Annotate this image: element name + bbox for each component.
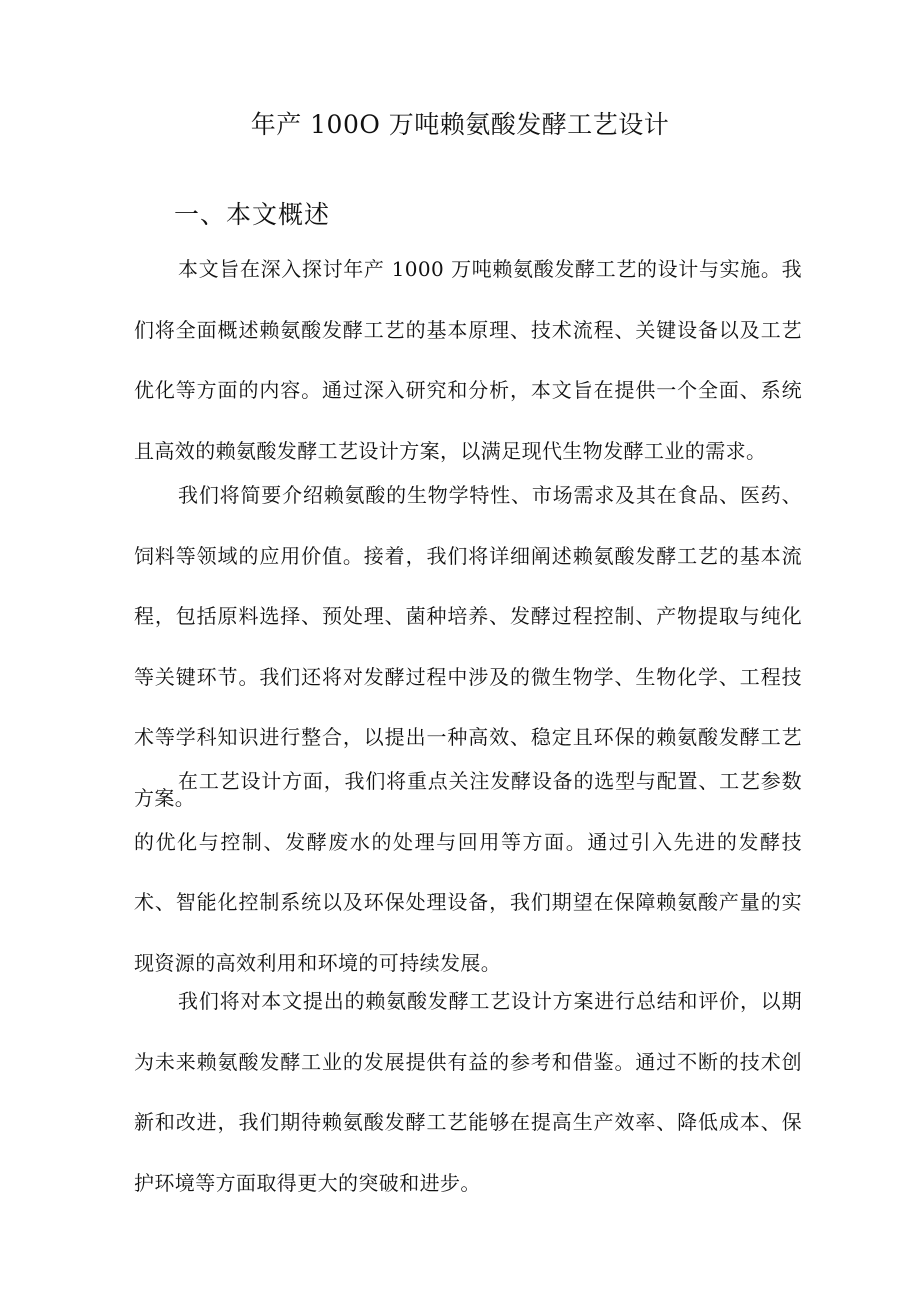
paragraph-2: 我们将简要介绍赖氨酸的生物学特性、市场需求及其在食品、医药、饲料等领域的应用价值。接着，我们将详细阐述赖氨酸发酵工艺的基本流程，包括原料选择、预处理、菌种培养、发酵过程控制、产物提取与纯化等关键环节。我们还将对发酵过程中涉及的微生物学、生物化学、工程技术等学科知识进行整合，以提出一种高效、稳定且环保的赖氨酸发酵工艺方案。: [134, 483, 802, 810]
document-title: 年产 100O 万吨赖氨酸发酵工艺设计: [250, 110, 670, 139]
paragraph-1: 本文旨在深入探讨年产 1000 万吨赖氨酸发酵工艺的设计与实施。我们将全面概述赖氨酸发酵工艺的基本原理、技术流程、关键设备以及工艺优化等方面的内容。通过深入研究和分析，本文旨在提供一个全面、系统且高效的赖氨酸发酵工艺设计方案，以满足现代生物发酵工业的需求。: [134, 257, 802, 463]
paragraph-3: 在工艺设计方面，我们将重点关注发酵设备的选型与配置、工艺参数的优化与控制、发酵废水的处理与回用等方面。通过引入先进的发酵技术、智能化控制系统以及环保处理设备，我们期望在保障赖氨酸产量的实现资源的高效利用和环境的可持续发展。: [134, 769, 802, 975]
section-heading: 一、本文概述: [174, 200, 331, 229]
paragraph-4: 我们将对本文提出的赖氨酸发酵工艺设计方案进行总结和评价，以期为未来赖氨酸发酵工业的发展提供有益的参考和借鉴。通过不断的技术创新和改进，我们期待赖氨酸发酵工艺能够在提高生产效率、降低成本、保护环境等方面取得更大的突破和进步。: [134, 989, 802, 1195]
